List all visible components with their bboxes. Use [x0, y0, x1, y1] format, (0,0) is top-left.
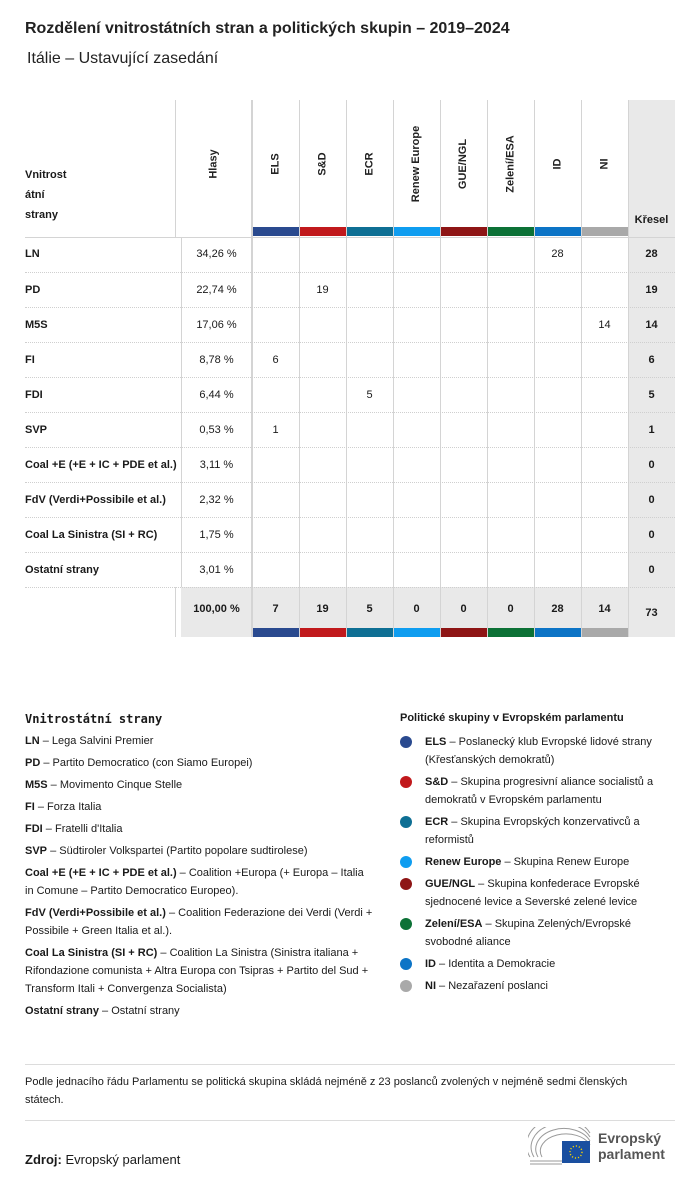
party-abbr: SVP [25, 845, 48, 857]
group-full-name: Skupina Zelených/Evropské svobodné aliance [425, 918, 632, 948]
table-row [25, 482, 675, 517]
party-votes: 22,74 % [196, 284, 237, 296]
party-name: FDI [25, 389, 43, 401]
seat-count-ni: 14 [598, 319, 611, 331]
group-color-dot-icon [400, 878, 412, 890]
party-full-name: Südtiroler Volkspartei (Partito popolare sudtirolese) [59, 845, 308, 857]
party-name: PD [25, 284, 41, 296]
group-full-name: Nezařazení poslanci [448, 980, 548, 992]
party-abbr: LN [25, 735, 40, 747]
header-group-sd [299, 100, 346, 228]
party-full-name: Ostatní strany [111, 1005, 180, 1017]
header-group-els [252, 100, 299, 228]
table-row [25, 237, 675, 272]
logo-line1: Evropský [598, 1130, 662, 1146]
party-votes: 0,53 % [199, 424, 234, 436]
party-full-name: Movimento Cinque Stelle [59, 779, 183, 791]
party-full-name: Coalition Federazione dei Verdi (Verdi + Possibile + Green Italia et al.). [25, 907, 373, 937]
total-row [25, 587, 675, 637]
group-abbr: GUE/NGL [425, 878, 476, 890]
group-color-dot-icon [400, 856, 412, 868]
party-abbr: FI [25, 801, 35, 813]
group-color-bar-els [253, 227, 299, 236]
party-legend-item: PD – Partito Democratico (con Siamo Europei) [25, 757, 253, 769]
party-seat-total: 1 [648, 424, 655, 436]
party-full-name: Forza Italia [47, 801, 102, 813]
party-abbr: Ostatní strany [25, 1005, 99, 1017]
table-row [25, 307, 675, 342]
party-name: SVP [25, 424, 48, 436]
header-group-re [393, 100, 440, 228]
party-votes: 8,78 % [199, 354, 234, 366]
row-header-label-line: átní [25, 189, 45, 201]
group-abbr: S&D [425, 776, 449, 788]
party-name: Ostatní strany [25, 564, 99, 576]
total-seats-re: 0 [413, 603, 420, 615]
header-group-gue [440, 100, 487, 228]
header-group-label: ECR [363, 152, 376, 176]
group-color-bar-ecr [347, 227, 393, 236]
header-group-label: Renew Europe [410, 125, 423, 203]
header-votes [175, 100, 252, 228]
group-abbr: Renew Europe [425, 856, 502, 868]
group-legend-item: ECR – Skupina Evropských konzervativců a reformistů [400, 813, 680, 849]
seat-count-ecr: 5 [366, 389, 373, 401]
party-name: Coal +E (+E + IC + PDE et al.) [25, 459, 177, 471]
party-seat-total: 0 [648, 529, 655, 541]
party-full-name: Coalition +Europa (+ Europa – Italia in Comune – Partito Democratico Europeo). [25, 867, 364, 897]
party-name: M5S [25, 319, 48, 331]
group-legend-item: Renew Europe – Skupina Renew Europe [400, 853, 680, 871]
party-legend [25, 712, 375, 1024]
source-label: Zdroj: [25, 1152, 62, 1167]
table-row [25, 517, 675, 552]
total-votes: 100,00 % [193, 603, 240, 615]
table-row [25, 552, 675, 587]
row-header-label-line: Vnitrost [25, 169, 67, 181]
party-votes: 3,11 % [199, 459, 234, 471]
header-group-ecr [346, 100, 393, 228]
group-legend-item: ELS – Poslanecký klub Evropské lidové strany (Křesťanských demokratů) [400, 733, 680, 769]
party-legend-item: SVP – Südtiroler Volkspartei (Partito popolare sudtirolese) [25, 845, 308, 857]
group-abbr: NI [425, 980, 436, 992]
total-seats-sd: 19 [316, 603, 329, 615]
ep-logo [528, 1127, 665, 1165]
page-title: Rozdělení vnitrostátních stran a politických skupin – 2019–2024 [25, 20, 510, 37]
party-votes: 3,01 % [199, 564, 234, 576]
party-seat-total: 0 [648, 494, 655, 506]
total-seats-ni: 14 [598, 603, 611, 615]
party-legend-item: FDI – Fratelli d'Italia [25, 823, 123, 835]
header-group-id [534, 100, 581, 228]
party-legend-item: Coal La Sinistra (SI + RC) – Coalition La Sinistra (Sinistra italiana + Rifondazione comunista + Altra Europa con Tsipras + Partito del Sud + Transform Itali + Convergenza Socialista) [25, 947, 369, 995]
total-seats-ecr: 5 [366, 603, 373, 615]
group-color-dot-icon [400, 736, 412, 748]
header-votes-label: Hlasy [207, 149, 220, 179]
party-seat-total: 5 [648, 389, 655, 401]
party-abbr: FDI [25, 823, 43, 835]
group-legend-title: Politické skupiny v Evropském parlamentu [400, 712, 624, 724]
party-seat-total: 14 [645, 319, 658, 331]
header-group-label: S&D [316, 152, 329, 176]
group-color-bar-id [535, 227, 581, 236]
source [25, 1152, 180, 1167]
party-abbr: M5S [25, 779, 48, 791]
seat-count-els: 6 [272, 354, 279, 366]
party-seat-total: 0 [648, 564, 655, 576]
header-group-grn [487, 100, 534, 228]
group-abbr: ECR [425, 816, 449, 828]
eu-flag [562, 1141, 590, 1163]
group-color-dot-icon [400, 958, 412, 970]
party-full-name: Partito Democratico (con Siamo Europei) [52, 757, 253, 769]
group-color-bar-re [394, 227, 440, 236]
seat-count-els: 1 [272, 424, 279, 436]
table-row [25, 377, 675, 412]
group-legend-item: S&D – Skupina progresivní aliance socialistů a demokratů v Evropském parlamentu [400, 773, 680, 809]
group-color-dot-icon [400, 816, 412, 828]
table-row [25, 412, 675, 447]
party-legend-title: Vnitrostátní strany [25, 712, 163, 726]
group-legend-item: ID – Identita a Demokracie [400, 955, 680, 973]
seat-count-id: 28 [551, 248, 564, 260]
group-legend-item: Zelení/ESA – Skupina Zelených/Evropské svobodné aliance [400, 915, 680, 951]
group-color-bar-grn [488, 227, 534, 236]
party-legend-item: FI – Forza Italia [25, 801, 102, 813]
group-full-name: Poslanecký klub Evropské lidové strany (Křesťanských demokratů) [425, 736, 652, 766]
party-legend-item: LN – Lega Salvini Premier [25, 735, 154, 747]
party-legend-item: Ostatní strany – Ostatní strany [25, 1005, 180, 1017]
group-full-name: Identita a Demokracie [448, 958, 556, 970]
table-row [25, 272, 675, 307]
group-abbr: Zelení/ESA [425, 918, 483, 930]
party-name: Coal La Sinistra (SI + RC) [25, 529, 158, 541]
header-group-label: NI [598, 158, 611, 170]
party-seat-total: 19 [645, 284, 658, 296]
source-value: Evropský parlament [65, 1152, 181, 1167]
party-abbr: Coal La Sinistra (SI + RC) [25, 947, 158, 959]
group-full-name: Skupina Renew Europe [513, 856, 630, 868]
group-full-name: Skupina Evropských konzervativců a reformistů [425, 816, 640, 846]
divider [25, 1120, 675, 1121]
total-seats-els: 7 [272, 603, 279, 615]
party-votes: 6,44 % [199, 389, 234, 401]
party-name: FI [25, 354, 35, 366]
party-name: LN [25, 248, 40, 260]
logo-line2: parlament [598, 1146, 665, 1162]
party-legend-item: M5S – Movimento Cinque Stelle [25, 779, 183, 791]
group-full-name: Skupina progresivní aliance socialistů a demokratů v Evropském parlamentu [425, 776, 654, 806]
total-seats-id: 28 [551, 603, 564, 615]
table-row [25, 342, 675, 377]
row-header-label-line: strany [25, 209, 59, 221]
group-abbr: ID [425, 958, 436, 970]
row-header-label [25, 165, 85, 225]
group-color-bar-gue [441, 227, 487, 236]
header-group-label: Zelení/ESA [504, 135, 517, 193]
group-abbr: ELS [425, 736, 447, 748]
party-name: FdV (Verdi+Possibile et al.) [25, 494, 166, 506]
seat-count-sd: 19 [316, 284, 329, 296]
footnote: Podle jednacího řádu Parlamentu se politická skupina skládá nejméně z 23 poslanců zvolených v nejméně sedmi členských státech. [25, 1076, 628, 1106]
party-full-name: Coalition La Sinistra (Sinistra italiana + Rifondazione comunista + Altra Europa con Tsipras + Partito del Sud + Transform Itali + Convergenza Socialista) [25, 947, 369, 995]
group-color-dot-icon [400, 776, 412, 788]
total-seats-grn: 0 [507, 603, 514, 615]
group-color-dot-icon [400, 980, 412, 992]
party-votes: 17,06 % [196, 319, 237, 331]
party-legend-item: FdV (Verdi+Possibile et al.) – Coalition Federazione dei Verdi (Verdi + Possibile + Green Italia et al.). [25, 907, 373, 937]
total-seats-gue: 0 [460, 603, 467, 615]
table-row [25, 447, 675, 482]
group-color-bar-sd [300, 227, 346, 236]
party-votes: 1,75 % [199, 529, 234, 541]
header-group-label: GUE/NGL [457, 138, 470, 190]
party-abbr: PD [25, 757, 41, 769]
party-full-name: Lega Salvini Premier [51, 735, 154, 747]
group-legend-item: NI – Nezařazení poslanci [400, 977, 680, 995]
party-votes: 2,32 % [199, 494, 234, 506]
party-seat-total: 6 [648, 354, 655, 366]
header-seats: Křesel [634, 214, 669, 226]
party-seat-total: 0 [648, 459, 655, 471]
header-group-label: ID [551, 158, 564, 170]
party-votes: 34,26 % [196, 248, 237, 260]
group-legend [400, 712, 680, 999]
hemicycle-icon [528, 1127, 592, 1165]
group-color-bar-ni [582, 227, 628, 236]
header-group-label: ELS [269, 153, 282, 175]
party-full-name: Fratelli d'Italia [54, 823, 123, 835]
party-abbr: Coal +E (+E + IC + PDE et al.) [25, 867, 177, 879]
party-abbr: FdV (Verdi+Possibile et al.) [25, 907, 166, 919]
group-full-name: Skupina konfederace Evropské sjednocené levice a Severské zelené levice [425, 878, 640, 908]
group-legend-item: GUE/NGL – Skupina konfederace Evropské sjednocené levice a Severské zelené levice [400, 875, 680, 911]
header-group-ni [581, 100, 628, 228]
group-color-dot-icon [400, 918, 412, 930]
party-seat-total: 28 [645, 248, 658, 260]
party-legend-item: Coal +E (+E + IC + PDE et al.) – Coalition +Europa (+ Europa – Italia in Comune – Partito Democratico Europeo). [25, 867, 364, 897]
total-seats: 73 [645, 607, 658, 619]
page-subtitle: Itálie – Ustavující zasedání [27, 50, 219, 67]
divider [25, 1064, 675, 1065]
